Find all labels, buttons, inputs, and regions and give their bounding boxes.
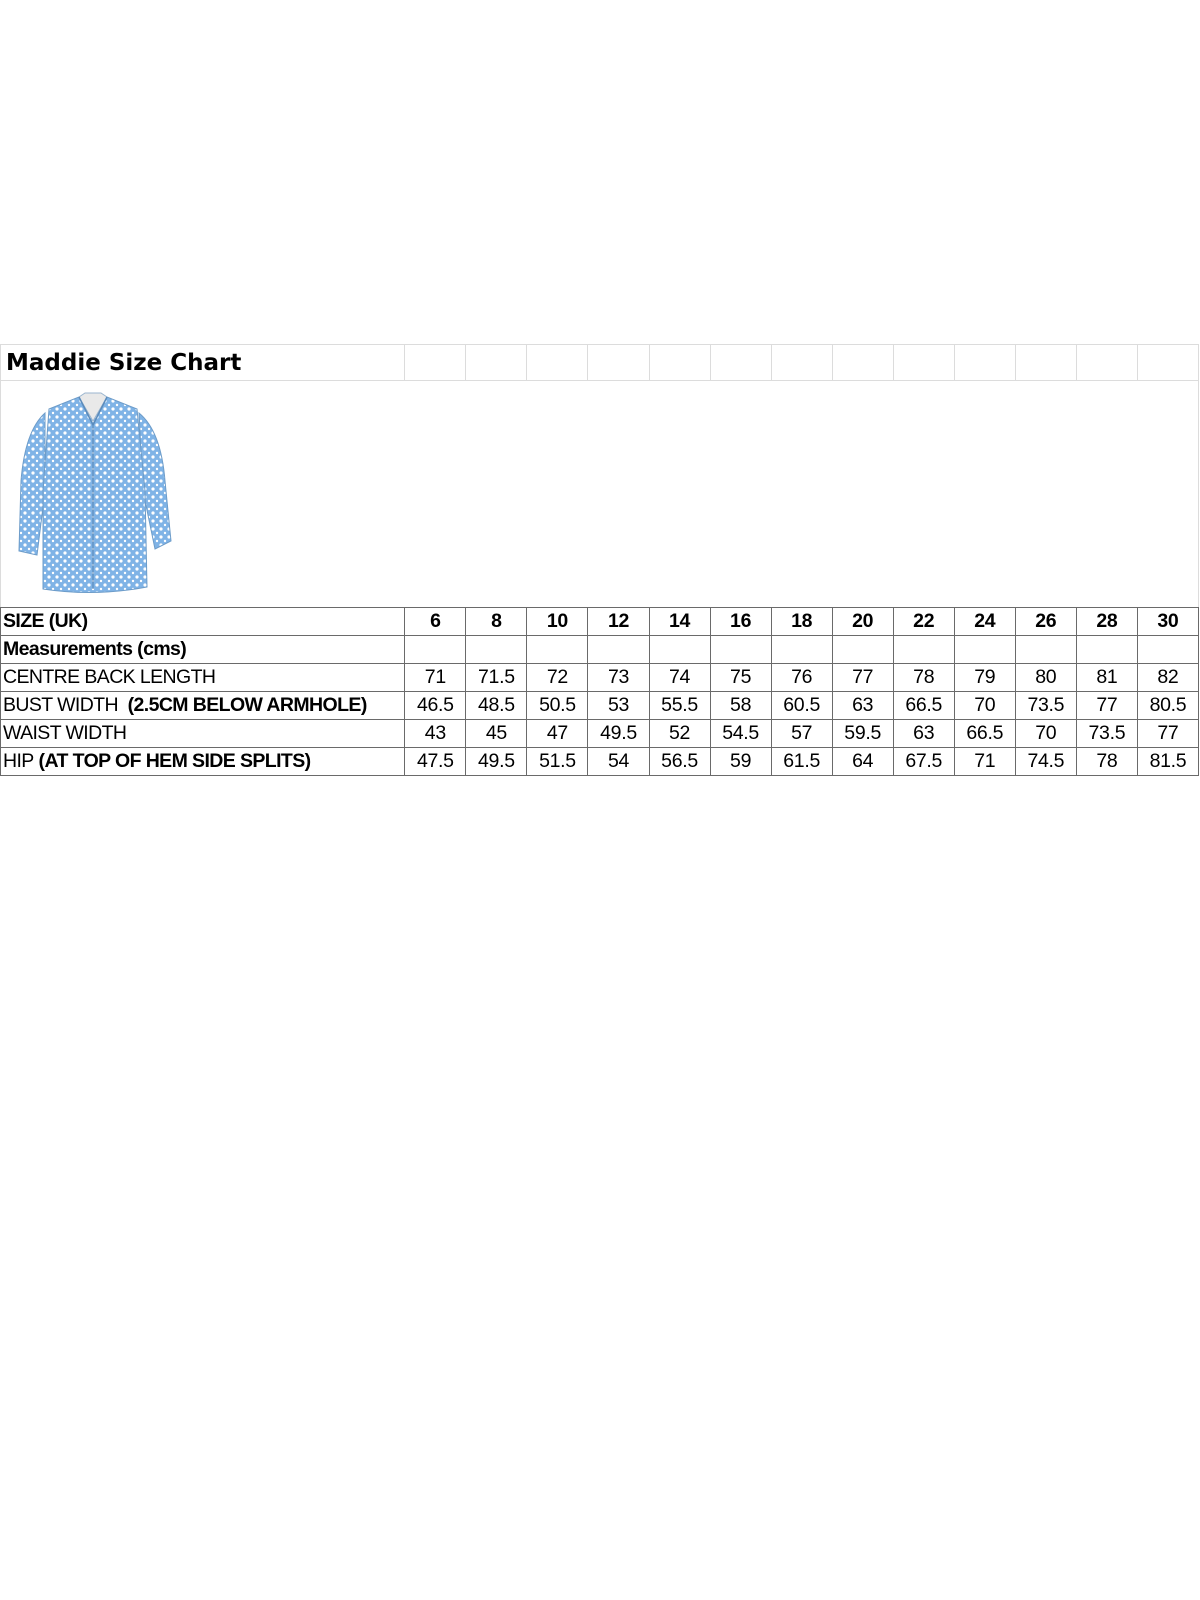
measurements-label: Measurements (cms) xyxy=(1,636,405,664)
measurement-value: 81.5 xyxy=(1137,748,1198,776)
measurement-value: 73 xyxy=(588,664,649,692)
measurement-value: 80.5 xyxy=(1137,692,1198,720)
size-cell: 12 xyxy=(588,608,649,636)
measurement-value: 78 xyxy=(893,664,954,692)
measurement-value: 66.5 xyxy=(954,720,1015,748)
blouse-illustration xyxy=(15,391,175,601)
measurement-value: 56.5 xyxy=(649,748,710,776)
measurement-value: 51.5 xyxy=(527,748,588,776)
measurement-value: 60.5 xyxy=(771,692,832,720)
measurement-value: 77 xyxy=(1137,720,1198,748)
size-cell: 8 xyxy=(466,608,527,636)
measurement-value: 49.5 xyxy=(466,748,527,776)
measurement-label xyxy=(1,664,405,692)
chart-title: Maddie Size Chart xyxy=(1,345,405,381)
measurement-value: 47 xyxy=(527,720,588,748)
measurement-value: 70 xyxy=(954,692,1015,720)
measurement-value: 59 xyxy=(710,748,771,776)
measurement-value: 71 xyxy=(405,664,466,692)
measurement-row xyxy=(1,664,1199,692)
size-cell: 28 xyxy=(1076,608,1137,636)
measurement-value: 82 xyxy=(1137,664,1198,692)
measurement-value: 55.5 xyxy=(649,692,710,720)
title-row xyxy=(1,345,1199,381)
measurement-value: 58 xyxy=(710,692,771,720)
size-cell: 14 xyxy=(649,608,710,636)
measurement-value: 71.5 xyxy=(466,664,527,692)
size-cell: 10 xyxy=(527,608,588,636)
measurement-value: 73.5 xyxy=(1076,720,1137,748)
size-cell: 26 xyxy=(1015,608,1076,636)
size-header-row xyxy=(1,608,1199,636)
measurement-note: (AT TOP OF HEM SIDE SPLITS) xyxy=(38,750,311,772)
measurement-value: 61.5 xyxy=(771,748,832,776)
measurement-value: 79 xyxy=(954,664,1015,692)
measurement-label xyxy=(1,748,405,776)
measurement-value: 53 xyxy=(588,692,649,720)
measurement-value: 77 xyxy=(832,664,893,692)
measurement-value: 71 xyxy=(954,748,1015,776)
size-cell: 22 xyxy=(893,608,954,636)
size-chart-table xyxy=(0,344,1199,776)
measurement-value: 76 xyxy=(771,664,832,692)
product-image-cell xyxy=(1,381,1199,608)
measurement-label xyxy=(1,692,405,720)
measurement-value: 59.5 xyxy=(832,720,893,748)
measurement-label xyxy=(1,720,405,748)
measurement-value: 49.5 xyxy=(588,720,649,748)
measurement-row xyxy=(1,720,1199,748)
measurement-value: 54.5 xyxy=(710,720,771,748)
measurement-value: 70 xyxy=(1015,720,1076,748)
measurement-value: 57 xyxy=(771,720,832,748)
measurements-row xyxy=(1,636,1199,664)
measurement-note: (2.5CM BELOW ARMHOLE) xyxy=(127,694,367,716)
size-header-label: SIZE (UK) xyxy=(1,608,405,636)
measurement-name: HIP xyxy=(3,750,34,772)
measurement-value: 47.5 xyxy=(405,748,466,776)
size-cell: 30 xyxy=(1137,608,1198,636)
measurement-name: BUST WIDTH xyxy=(3,694,118,716)
size-cell: 6 xyxy=(405,608,466,636)
size-cell: 24 xyxy=(954,608,1015,636)
measurement-value: 67.5 xyxy=(893,748,954,776)
measurement-value: 52 xyxy=(649,720,710,748)
measurement-value: 43 xyxy=(405,720,466,748)
measurement-value: 66.5 xyxy=(893,692,954,720)
measurement-value: 46.5 xyxy=(405,692,466,720)
size-cell: 16 xyxy=(710,608,771,636)
size-cell: 20 xyxy=(832,608,893,636)
measurement-value: 78 xyxy=(1076,748,1137,776)
measurement-value: 63 xyxy=(893,720,954,748)
measurement-value: 63 xyxy=(832,692,893,720)
measurement-value: 80 xyxy=(1015,664,1076,692)
measurement-value: 64 xyxy=(832,748,893,776)
measurement-row xyxy=(1,748,1199,776)
measurement-value: 75 xyxy=(710,664,771,692)
measurement-value: 74 xyxy=(649,664,710,692)
measurement-name: CENTRE BACK LENGTH xyxy=(3,666,216,688)
measurement-value: 74.5 xyxy=(1015,748,1076,776)
measurement-value: 54 xyxy=(588,748,649,776)
size-cell: 18 xyxy=(771,608,832,636)
measurement-row xyxy=(1,692,1199,720)
measurement-value: 73.5 xyxy=(1015,692,1076,720)
measurement-value: 50.5 xyxy=(527,692,588,720)
measurement-value: 77 xyxy=(1076,692,1137,720)
size-chart-sheet xyxy=(0,344,1200,776)
measurement-value: 48.5 xyxy=(466,692,527,720)
measurement-value: 72 xyxy=(527,664,588,692)
image-row xyxy=(1,381,1199,608)
measurement-name: WAIST WIDTH xyxy=(3,722,127,744)
measurement-value: 45 xyxy=(466,720,527,748)
measurement-value: 81 xyxy=(1076,664,1137,692)
